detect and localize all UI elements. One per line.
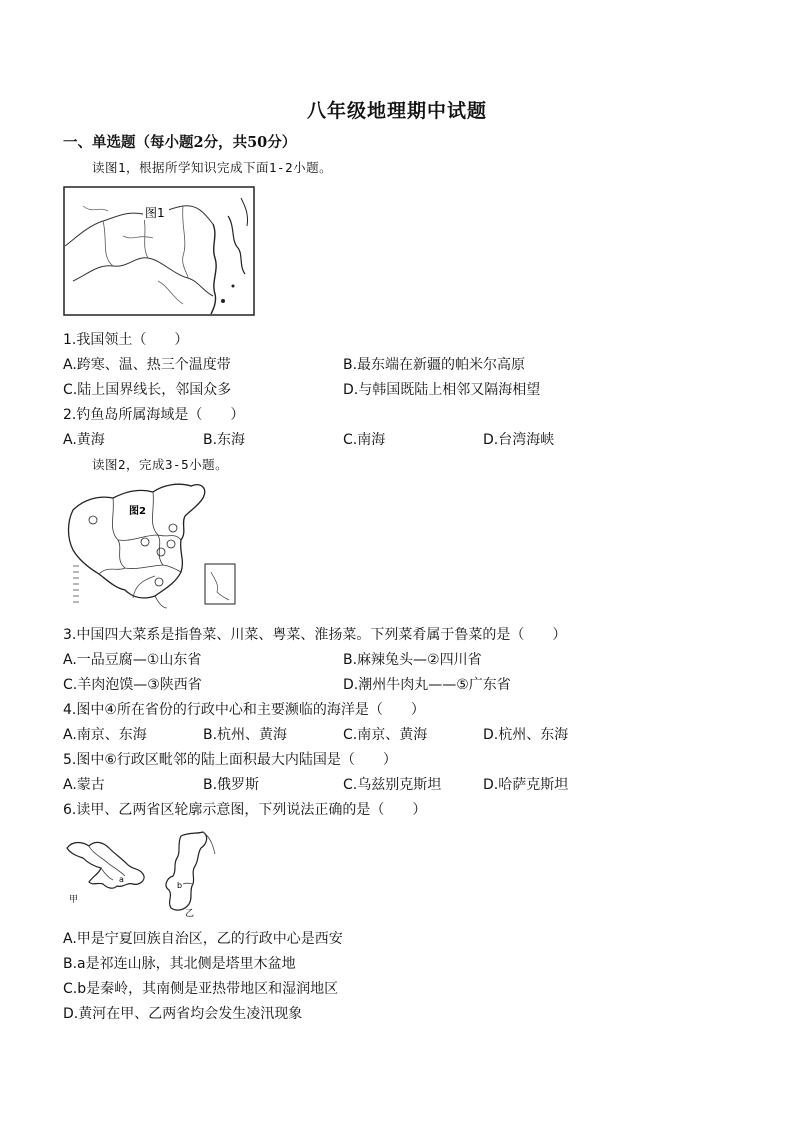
figure-1-label: 图1 <box>145 206 165 220</box>
q6-option-a[interactable]: A.甲是宁夏回族自治区，乙的行政中心是西安 <box>63 931 343 947</box>
q5-option-d[interactable]: D.哈萨克斯坦 <box>483 777 569 793</box>
q1-option-d[interactable]: D.与韩国既陆上相邻又隔海相望 <box>343 382 541 398</box>
page-title: 八年级地理期中试题 <box>306 100 487 122</box>
question-2-stem: 2.钓鱼岛所属海域是（ ） <box>63 407 245 423</box>
question-1-stem: 1.我国领土（ ） <box>63 332 189 348</box>
figure-3-image <box>63 828 233 918</box>
reading-instruction-2: 读图2，完成3-5小题。 <box>92 457 229 472</box>
q1-option-a[interactable]: A.跨寒、温、热三个温度带 <box>63 357 231 373</box>
question-3-stem: 3.中国四大菜系是指鲁菜、川菜、粤菜、淮扬菜。下列菜肴属于鲁菜的是（ ） <box>63 627 567 643</box>
question-6-stem: 6.读甲、乙两省区轮廓示意图，下列说法正确的是（ ） <box>63 802 427 818</box>
q4-option-c[interactable]: C.南京、黄海 <box>343 727 428 743</box>
q6-option-d[interactable]: D.黄河在甲、乙两省均会发生凌汛现象 <box>63 1006 303 1022</box>
q5-option-b[interactable]: B.俄罗斯 <box>203 777 260 793</box>
q1-option-b[interactable]: B.最东端在新疆的帕米尔高原 <box>343 357 526 373</box>
figure-2-map <box>63 480 243 610</box>
figure-1-map <box>63 186 255 316</box>
q1-option-c[interactable]: C.陆上国界线长，邻国众多 <box>63 382 232 398</box>
q6-option-b[interactable]: B.a是祁连山脉，其北侧是塔里木盆地 <box>63 956 296 972</box>
q2-option-d[interactable]: D.台湾海峡 <box>483 432 555 448</box>
q2-option-c[interactable]: C.南海 <box>343 432 386 448</box>
q3-option-a[interactable]: A.一品豆腐—①山东省 <box>63 652 202 668</box>
q6-option-c[interactable]: C.b是秦岭，其南侧是亚热带地区和湿润地区 <box>63 981 339 997</box>
mountain-a-label: a <box>119 875 124 884</box>
q3-option-b[interactable]: B.麻辣兔头—②四川省 <box>343 652 482 668</box>
q5-option-a[interactable]: A.蒙古 <box>63 777 105 793</box>
q5-option-c[interactable]: C.乌兹别克斯坦 <box>343 777 442 793</box>
reading-instruction-1: 读图1，根据所学知识完成下面1-2小题。 <box>92 160 333 175</box>
province-jia-label: 甲 <box>69 895 79 905</box>
q2-option-a[interactable]: A.黄海 <box>63 432 105 448</box>
q3-option-d[interactable]: D.潮州牛肉丸——⑤广东省 <box>343 677 511 693</box>
q4-option-b[interactable]: B.杭州、黄海 <box>203 727 288 743</box>
question-5-stem: 5.图中⑥行政区毗邻的陆上面积最大内陆国是（ ） <box>63 752 397 768</box>
q2-option-b[interactable]: B.东海 <box>203 432 246 448</box>
q3-option-c[interactable]: C.羊肉泡馍—③陕西省 <box>63 677 202 693</box>
figure-2-label: 图2 <box>129 506 146 517</box>
section-heading: 一、单选题（每小题2分，共50分） <box>63 134 297 151</box>
figure-3-province-outlines <box>63 828 233 918</box>
province-yi-label: 乙 <box>185 909 195 918</box>
mountain-b-label: b <box>177 881 183 890</box>
figure-2-map-image <box>63 480 243 610</box>
figure-1-map-image <box>63 186 255 316</box>
q4-option-d[interactable]: D.杭州、东海 <box>483 727 569 743</box>
question-4-stem: 4.图中④所在省份的行政中心和主要濒临的海洋是（ ） <box>63 702 425 718</box>
q4-option-a[interactable]: A.南京、东海 <box>63 727 147 743</box>
